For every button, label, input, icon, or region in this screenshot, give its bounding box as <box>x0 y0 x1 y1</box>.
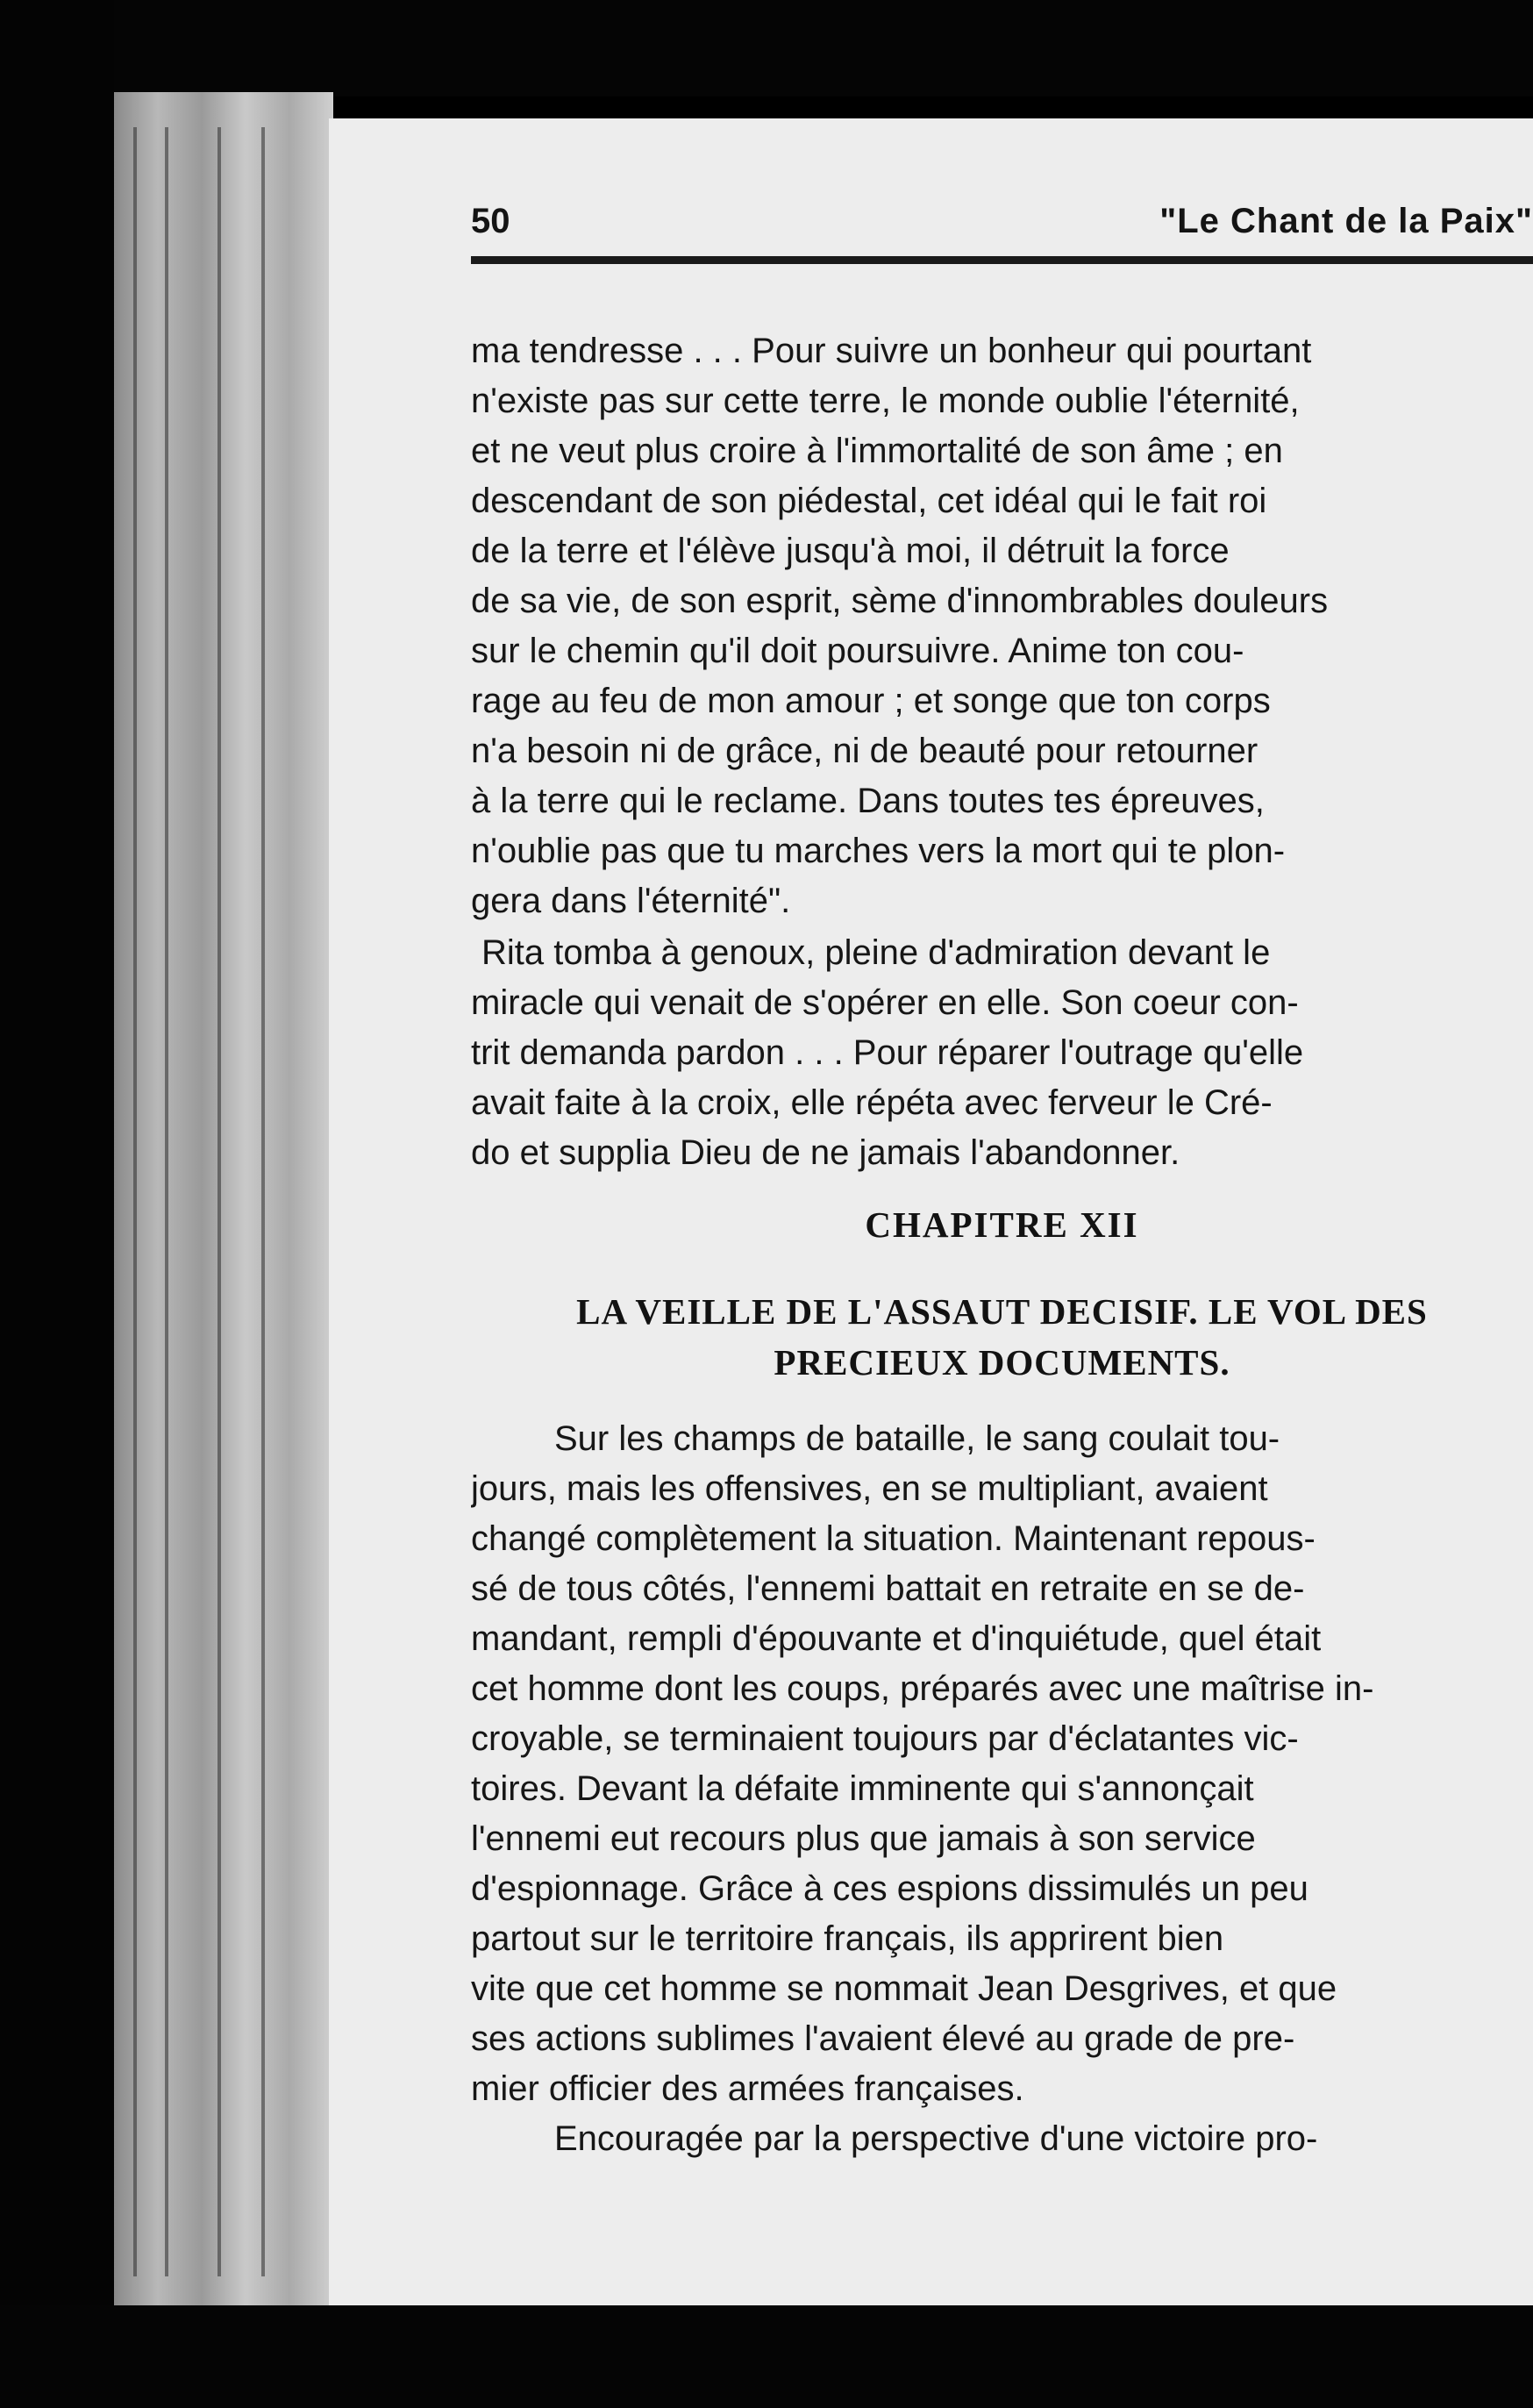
text-line: n'oublie pas que tu marches vers la mort qui te plon- <box>471 832 1286 870</box>
text-line: croyable, se terminaient toujours par d'éclatantes vic- <box>471 1719 1299 1758</box>
text-line: miracle qui venait de s'opérer en elle. Son coeur con- <box>471 983 1299 1022</box>
chapter-title-line: PRECIEUX DOCUMENTS. <box>774 1342 1230 1383</box>
text-line: trit demanda pardon . . . Pour réparer l'outrage qu'elle <box>471 1033 1304 1072</box>
text-line: mier officier des armées françaises. <box>471 2069 1024 2108</box>
chapter-number: CHAPITRE XII <box>865 1204 1139 1245</box>
text-line: ma tendresse . . . Pour suivre un bonheur qui pourtant <box>471 332 1312 370</box>
text-line: l'ennemi eut recours plus que jamais à son service <box>471 1819 1256 1858</box>
paragraph-rita <box>471 928 1533 1178</box>
text-line: vite que cet homme se nommait Jean Desgrives, et que <box>471 1969 1337 2008</box>
text-line: sur le chemin qu'il doit poursuivre. Anime ton cou- <box>471 632 1244 670</box>
page-number: 50 <box>471 202 510 240</box>
text-line: partout sur le territoire français, ils apprirent bien <box>471 1919 1224 1958</box>
text-line: toires. Devant la défaite imminente qui s'annonçait <box>471 1769 1254 1808</box>
text-line: Encouragée par la perspective d'une victoire pro- <box>554 2119 1318 2158</box>
text-line: et ne veut plus croire à l'immortalité de son âme ; en <box>471 432 1283 470</box>
text-line: de la terre et l'élève jusqu'à moi, il détruit la force <box>471 532 1230 570</box>
scan-top-border <box>0 0 1533 96</box>
header-rule <box>471 256 1533 264</box>
text-line: avait faite à la croix, elle répéta avec ferveur le Cré- <box>471 1083 1273 1122</box>
text-line: d'espionnage. Grâce à ces espions dissimulés un peu <box>471 1869 1308 1908</box>
text-line: rage au feu de mon amour ; et songe que ton corps <box>471 682 1271 720</box>
text-line: n'a besoin ni de grâce, ni de beauté pour retourner <box>471 732 1258 770</box>
paragraph-continued <box>471 326 1533 926</box>
running-head <box>471 202 1533 254</box>
text-line: Rita tomba à genoux, pleine d'admiration devant le <box>481 933 1271 972</box>
paragraph-chapter-body <box>471 1414 1533 2164</box>
text-line: cet homme dont les coups, préparés avec une maîtrise in- <box>471 1669 1374 1708</box>
text-line: à la terre qui le reclame. Dans toutes tes épreuves, <box>471 782 1265 820</box>
text-line: ses actions sublimes l'avaient élevé au grade de pre- <box>471 2019 1295 2058</box>
text-line: gera dans l'éternité". <box>471 882 791 920</box>
text-line: Sur les champs de bataille, le sang coulait tou- <box>554 1419 1280 1458</box>
chapter-title <box>471 1286 1533 1388</box>
text-line: changé complètement la situation. Maintenant repous- <box>471 1519 1316 1558</box>
text-line: jours, mais les offensives, en se multipliant, avaient <box>471 1469 1268 1508</box>
text-line: descendant de son piédestal, cet idéal qui le fait roi <box>471 482 1267 520</box>
text-line: do et supplia Dieu de ne jamais l'abandonner. <box>471 1133 1180 1172</box>
text-line: mandant, rempli d'épouvante et d'inquiétude, quel était <box>471 1619 1322 1658</box>
scan-bottom-border <box>0 2305 1533 2408</box>
book-title: "Le Chant de la Paix" <box>1159 202 1533 240</box>
text-line: n'existe pas sur cette terre, le monde oublie l'éternité, <box>471 382 1300 420</box>
book-page-edges <box>114 92 333 2312</box>
chapter-title-line: LA VEILLE DE L'ASSAUT DECISIF. LE VOL DES <box>576 1291 1428 1332</box>
scan-left-border <box>0 0 114 2408</box>
text-line: sé de tous côtés, l'ennemi battait en retraite en se de- <box>471 1569 1305 1608</box>
text-line: de sa vie, de son esprit, sème d'innombrables douleurs <box>471 582 1329 620</box>
